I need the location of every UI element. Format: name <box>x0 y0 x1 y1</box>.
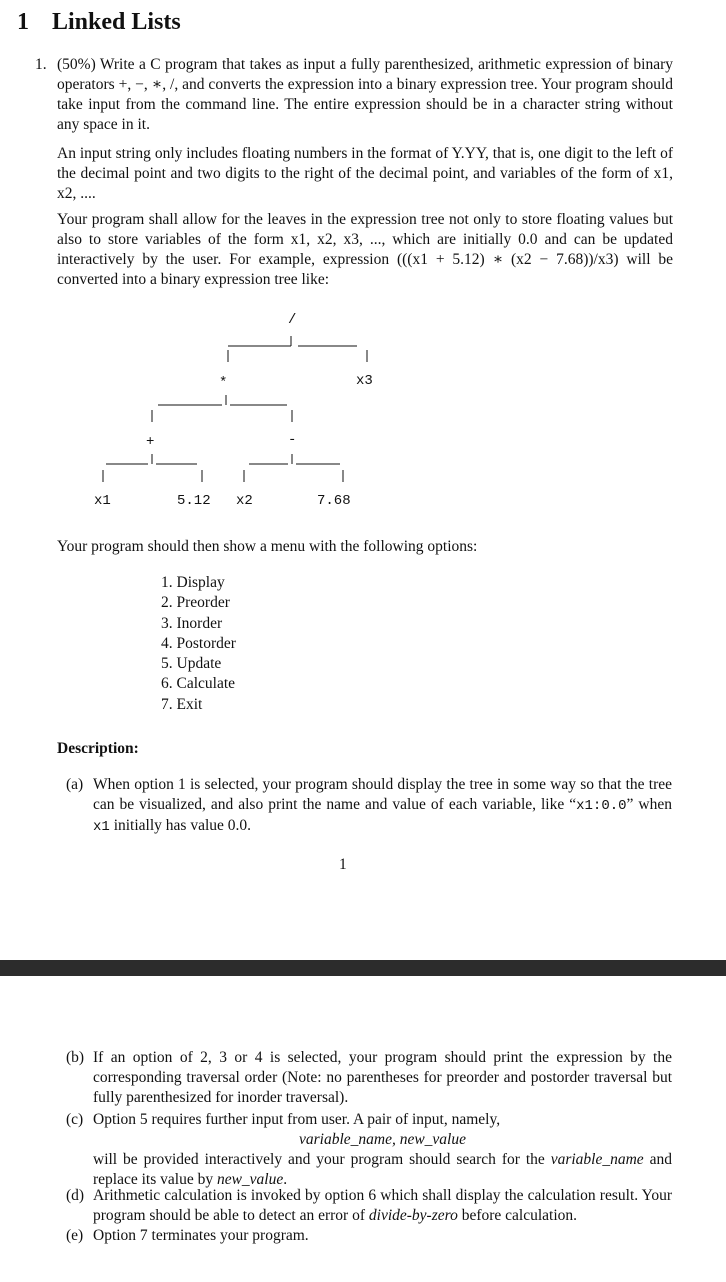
italic-span: new_value <box>216 1171 284 1188</box>
text-span: When option 1 is selected, your program should display the tree in some way so that the tree can be visualized, and also print the name and value of each variable, like “ <box>93 776 672 813</box>
expression-tree-diagram <box>0 300 726 520</box>
menu-option: 6. Calculate <box>161 675 236 693</box>
item-c-text <box>93 1110 672 1190</box>
menu-option: 1. Display <box>161 574 225 591</box>
tree-leaf-x1: x1 <box>94 493 111 509</box>
menu-options-list <box>161 573 236 715</box>
tree-leaf-x2: x2 <box>236 493 253 509</box>
section-title <box>17 9 181 36</box>
centered-italic-line: variable_name, new_value <box>298 1131 466 1148</box>
problem-para-2: An input string only includes floating numbers in the format of Y.YY, that is, one digit to the left of the decimal point and two digits to the right of the decimal point, and variables of the form of x1, x2, .... <box>57 145 673 202</box>
problem-label: 1. <box>35 56 47 73</box>
item-label: (d) <box>66 1187 85 1204</box>
tree-node-minus: - <box>288 432 297 448</box>
text-span: initially has value 0.0. <box>109 817 252 834</box>
menu-option: 2. Preorder <box>161 594 230 612</box>
tree-leaf-x3: x3 <box>356 373 373 389</box>
code-span: x1:0.0 <box>576 798 627 814</box>
item-b-text: If an option of 2, 3 or 4 is selected, your program should print the expression by the corresponding traversal order (Note: no parentheses for preorder and postorder traversal but fully parenthesized for inorder traversal). <box>93 1049 672 1106</box>
section-number: 1 <box>17 9 29 35</box>
problem-1 <box>35 55 675 135</box>
item-label: (b) <box>66 1049 85 1066</box>
tree-node-root: / <box>288 312 297 328</box>
menu-option: 4. Postorder <box>161 634 236 652</box>
problem-intro: (50%) Write a C program that takes as input a fully parenthesized, arithmetic expression of binary operators +, −, ∗, /, and converts the expression into a binary expression tree. Your program should take input from the command line. The entire expression should be in a character string without any space in it. <box>57 56 673 133</box>
menu-intro: Your program should then show a menu with the following options: <box>57 538 478 555</box>
text-span: before calculation. <box>457 1207 578 1224</box>
section-title-text: Linked Lists <box>52 9 181 35</box>
page-2 <box>0 976 726 1282</box>
page-separator <box>0 960 726 976</box>
text-span: Option 5 requires further input from user. A pair of input, namely, <box>93 1111 501 1128</box>
problem-para-3: Your program shall allow for the leaves in the expression tree not only to store floating values but also to store variables of the form x1, x2, x3, ..., which are initially 0.0 and can be updated interactively by the user. For example, expression (((x1 + 5.12) ∗ (x2 − 7.68))/x3) will be converted into a binary expression tree like: <box>57 211 673 288</box>
tree-node-multiply: * <box>219 375 228 391</box>
text-span: Arithmetic calculation is invoked by option 6 which shall display the calculation result. Your program should be able to detect an error of <box>93 1187 672 1224</box>
tree-leaf-5-12: 5.12 <box>177 493 211 509</box>
italic-span: variable_name <box>550 1151 644 1168</box>
italic-span: divide-by-zero <box>368 1207 458 1224</box>
text-span: ” when <box>626 796 672 813</box>
code-span: x1 <box>93 819 110 835</box>
text-span: will be provided interactively and your program should search for the <box>93 1151 551 1168</box>
item-label: (a) <box>66 776 84 793</box>
item-a-text <box>93 775 672 837</box>
item-label: (c) <box>66 1111 84 1128</box>
tree-leaf-7-68: 7.68 <box>317 493 351 509</box>
menu-option: 7. Exit <box>161 695 203 713</box>
item-e-text: Option 7 terminates your program. <box>93 1227 309 1244</box>
page-number: 1 <box>339 856 347 873</box>
text-span: . <box>283 1171 288 1188</box>
menu-option: 3. Inorder <box>161 614 223 632</box>
item-label: (e) <box>66 1227 84 1244</box>
item-d-text <box>93 1186 672 1226</box>
tree-node-plus: + <box>146 434 155 450</box>
text-span: and replace its value by <box>93 1151 672 1188</box>
description-heading: Description: <box>57 740 139 757</box>
menu-option: 5. Update <box>161 655 222 673</box>
